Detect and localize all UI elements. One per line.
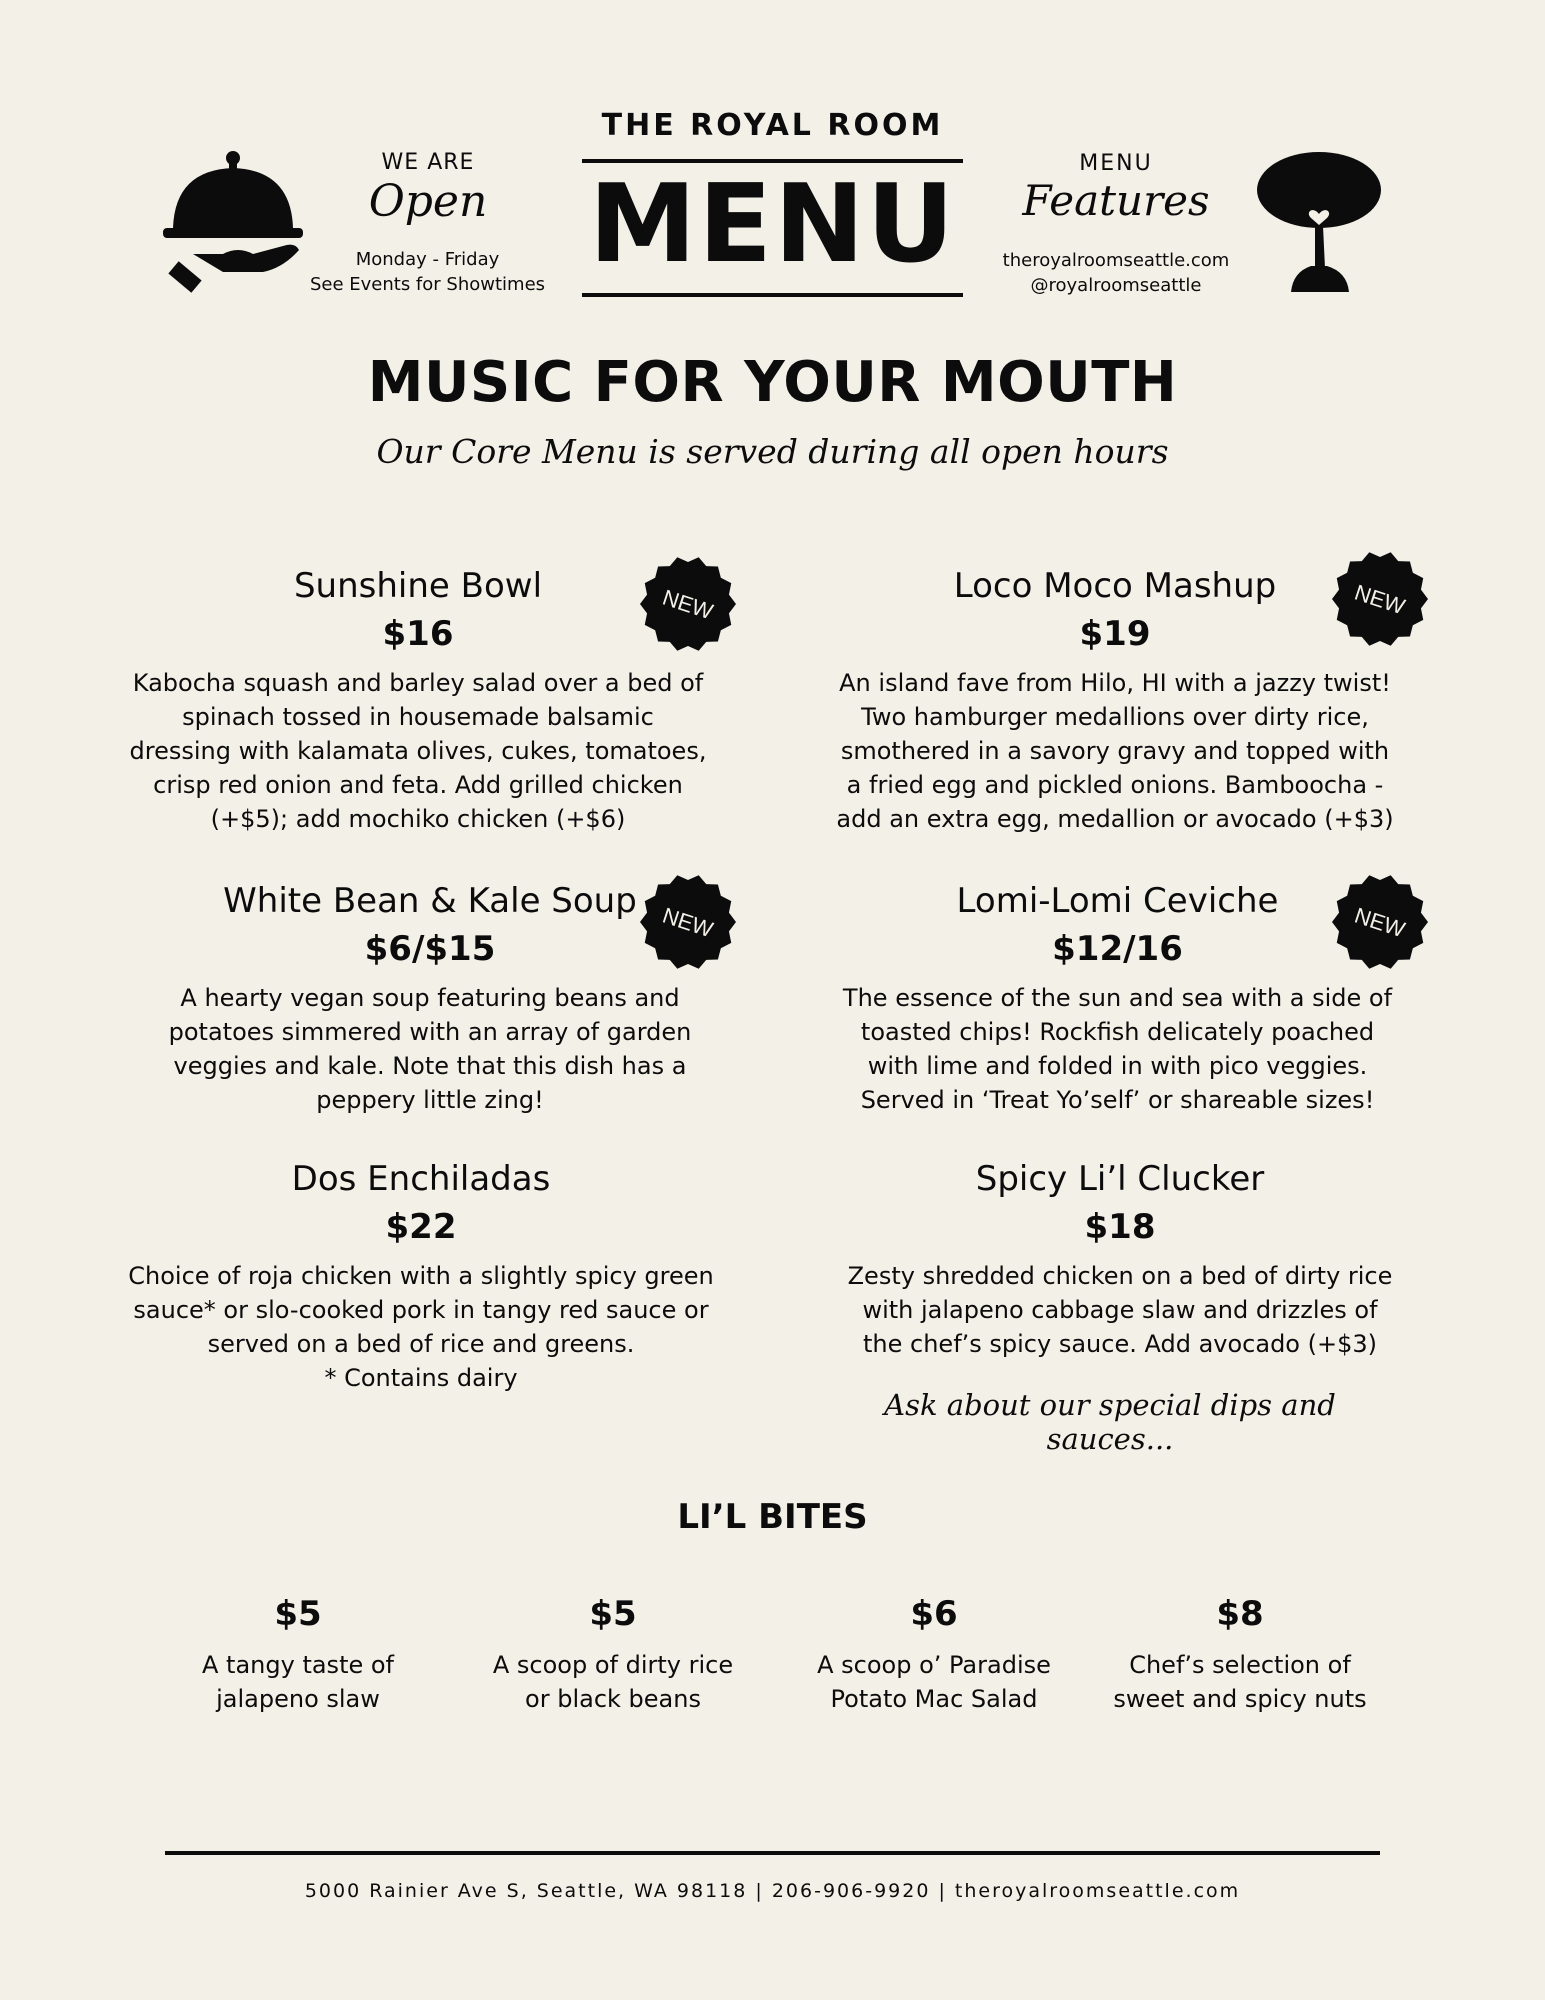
dish-description: A hearty vegan soup featuring beans and potatoes simmered with an array of garden veggies and kale. Note that this dish has a peppery little zing!	[168, 984, 692, 1114]
section-subheading: Our Core Menu is served during all open hours	[376, 432, 1169, 471]
bite-item	[784, 1592, 1084, 1716]
new-badge-label: NEW	[659, 584, 717, 625]
dish-description: Kabocha squash and barley salad over a bed of spinach tossed in housemade balsamic dressing with kalamata olives, cukes, tomatoes, crisp red onion and feta. Add grilled chicken (+$5); add mochiko chicken (+$6)	[129, 669, 707, 833]
bite-description-line: or black beans	[525, 1685, 701, 1713]
new-badge	[1330, 549, 1430, 649]
serving-cloche-hand-icon	[163, 150, 303, 294]
dish-lomi-lomi-ceviche	[835, 879, 1400, 1117]
bite-description-line: A scoop of dirty rice	[492, 1651, 734, 1679]
hours-block	[290, 247, 565, 297]
new-badge-label: NEW	[1351, 579, 1409, 620]
dish-dos-enchiladas	[128, 1157, 714, 1395]
dish-price: $19	[1079, 614, 1151, 654]
footer-contact: 5000 Rainier Ave S, Seattle, WA 98118 | 206-906-9920 | theroyalroomseattle.com	[304, 1880, 1241, 1902]
bite-item	[1090, 1592, 1390, 1716]
new-badge-label: NEW	[1351, 902, 1409, 943]
ask-note: Ask about our special dips and sauces...	[884, 1388, 1336, 1456]
new-badge-label: NEW	[659, 902, 717, 943]
hours-days: Monday - Friday	[355, 249, 500, 270]
restaurant-name: THE ROYAL ROOM	[601, 108, 944, 143]
social-handle[interactable]: @royalroomseattle	[1030, 275, 1202, 296]
dairy-note: * Contains dairy	[324, 1364, 518, 1392]
bites-title: LI’L BITES	[677, 1497, 868, 1537]
dish-name: Sunshine Bowl	[293, 566, 543, 606]
we-are-label: WE ARE	[381, 150, 475, 175]
features-script: Features	[1022, 176, 1210, 225]
bite-description	[148, 1648, 448, 1716]
bite-item	[148, 1592, 448, 1716]
bite-item	[463, 1592, 763, 1716]
dish-spicy-lil-clucker	[840, 1157, 1400, 1361]
dish-price: $16	[382, 614, 454, 654]
dish-description-text: Choice of roja chicken with a slightly spicy green sauce* or slo-cooked pork in tangy red sauce or served on a bed of rice and greens.	[128, 1262, 714, 1358]
dish-price: $18	[1084, 1207, 1156, 1247]
dish-price: $6/$15	[364, 929, 496, 969]
dish-name: Lomi-Lomi Ceviche	[956, 881, 1279, 921]
dish-loco-moco-mashup	[830, 564, 1400, 836]
dish-price: $12/16	[1052, 929, 1183, 969]
bite-price: $8	[1216, 1594, 1264, 1634]
dish-description: The essence of the sun and sea with a side of toasted chips! Rockfish delicately poached with lime and folded in with pico veggies. Served in ‘Treat Yo’self’ or shareable sizes!	[842, 984, 1393, 1114]
dish-price: $22	[385, 1207, 457, 1247]
bite-description	[463, 1648, 763, 1716]
dish-description	[128, 1259, 714, 1395]
open-script: Open	[368, 176, 488, 227]
dish-sunshine-bowl	[128, 564, 708, 836]
bite-description-line: jalapeno slaw	[216, 1685, 380, 1713]
dish-name: Dos Enchiladas	[291, 1159, 551, 1199]
new-badge	[638, 872, 738, 972]
contact-block	[985, 248, 1247, 298]
dish-name: Spicy Li’l Clucker	[975, 1159, 1265, 1199]
new-badge	[1330, 872, 1430, 972]
bite-description-line: Chef’s selection of	[1129, 1651, 1351, 1679]
bite-description-line: sweet and spicy nuts	[1113, 1685, 1367, 1713]
dish-description: An island fave from Hilo, HI with a jazzy twist! Two hamburger medallions over dirty rice, smothered in a savory gravy and topped with a fried egg and pickled onions. Bamboocha - add an extra egg, medallion or avocado (+$3)	[836, 669, 1394, 833]
dish-name: Loco Moco Mashup	[953, 566, 1277, 606]
tree-heart-icon	[1255, 150, 1383, 292]
hours-events: See Events for Showtimes	[309, 274, 546, 295]
bite-price: $5	[274, 1594, 322, 1634]
dish-name: White Bean & Kale Soup	[223, 881, 637, 921]
bite-price: $6	[910, 1594, 958, 1634]
page-title: MENU	[588, 162, 957, 287]
bite-price: $5	[589, 1594, 637, 1634]
bite-description-line: A scoop o’ Paradise	[817, 1651, 1051, 1679]
menu-label: MENU	[1079, 151, 1153, 176]
website-link[interactable]: theroyalroomseattle.com	[1002, 250, 1230, 271]
bite-description	[784, 1648, 1084, 1716]
dish-white-bean-kale-soup	[140, 879, 720, 1117]
section-heading: MUSIC FOR YOUR MOUTH	[367, 350, 1178, 415]
bite-description	[1090, 1648, 1390, 1716]
dish-description: Zesty shredded chicken on a bed of dirty rice with jalapeno cabbage slaw and drizzles of the chef’s spicy sauce. Add avocado (+$3)	[847, 1262, 1393, 1358]
bite-description-line: Potato Mac Salad	[830, 1685, 1038, 1713]
new-badge	[638, 554, 738, 654]
title-rule-bottom	[582, 293, 963, 297]
footer-rule	[165, 1851, 1380, 1855]
bite-description-line: A tangy taste of	[202, 1651, 394, 1679]
